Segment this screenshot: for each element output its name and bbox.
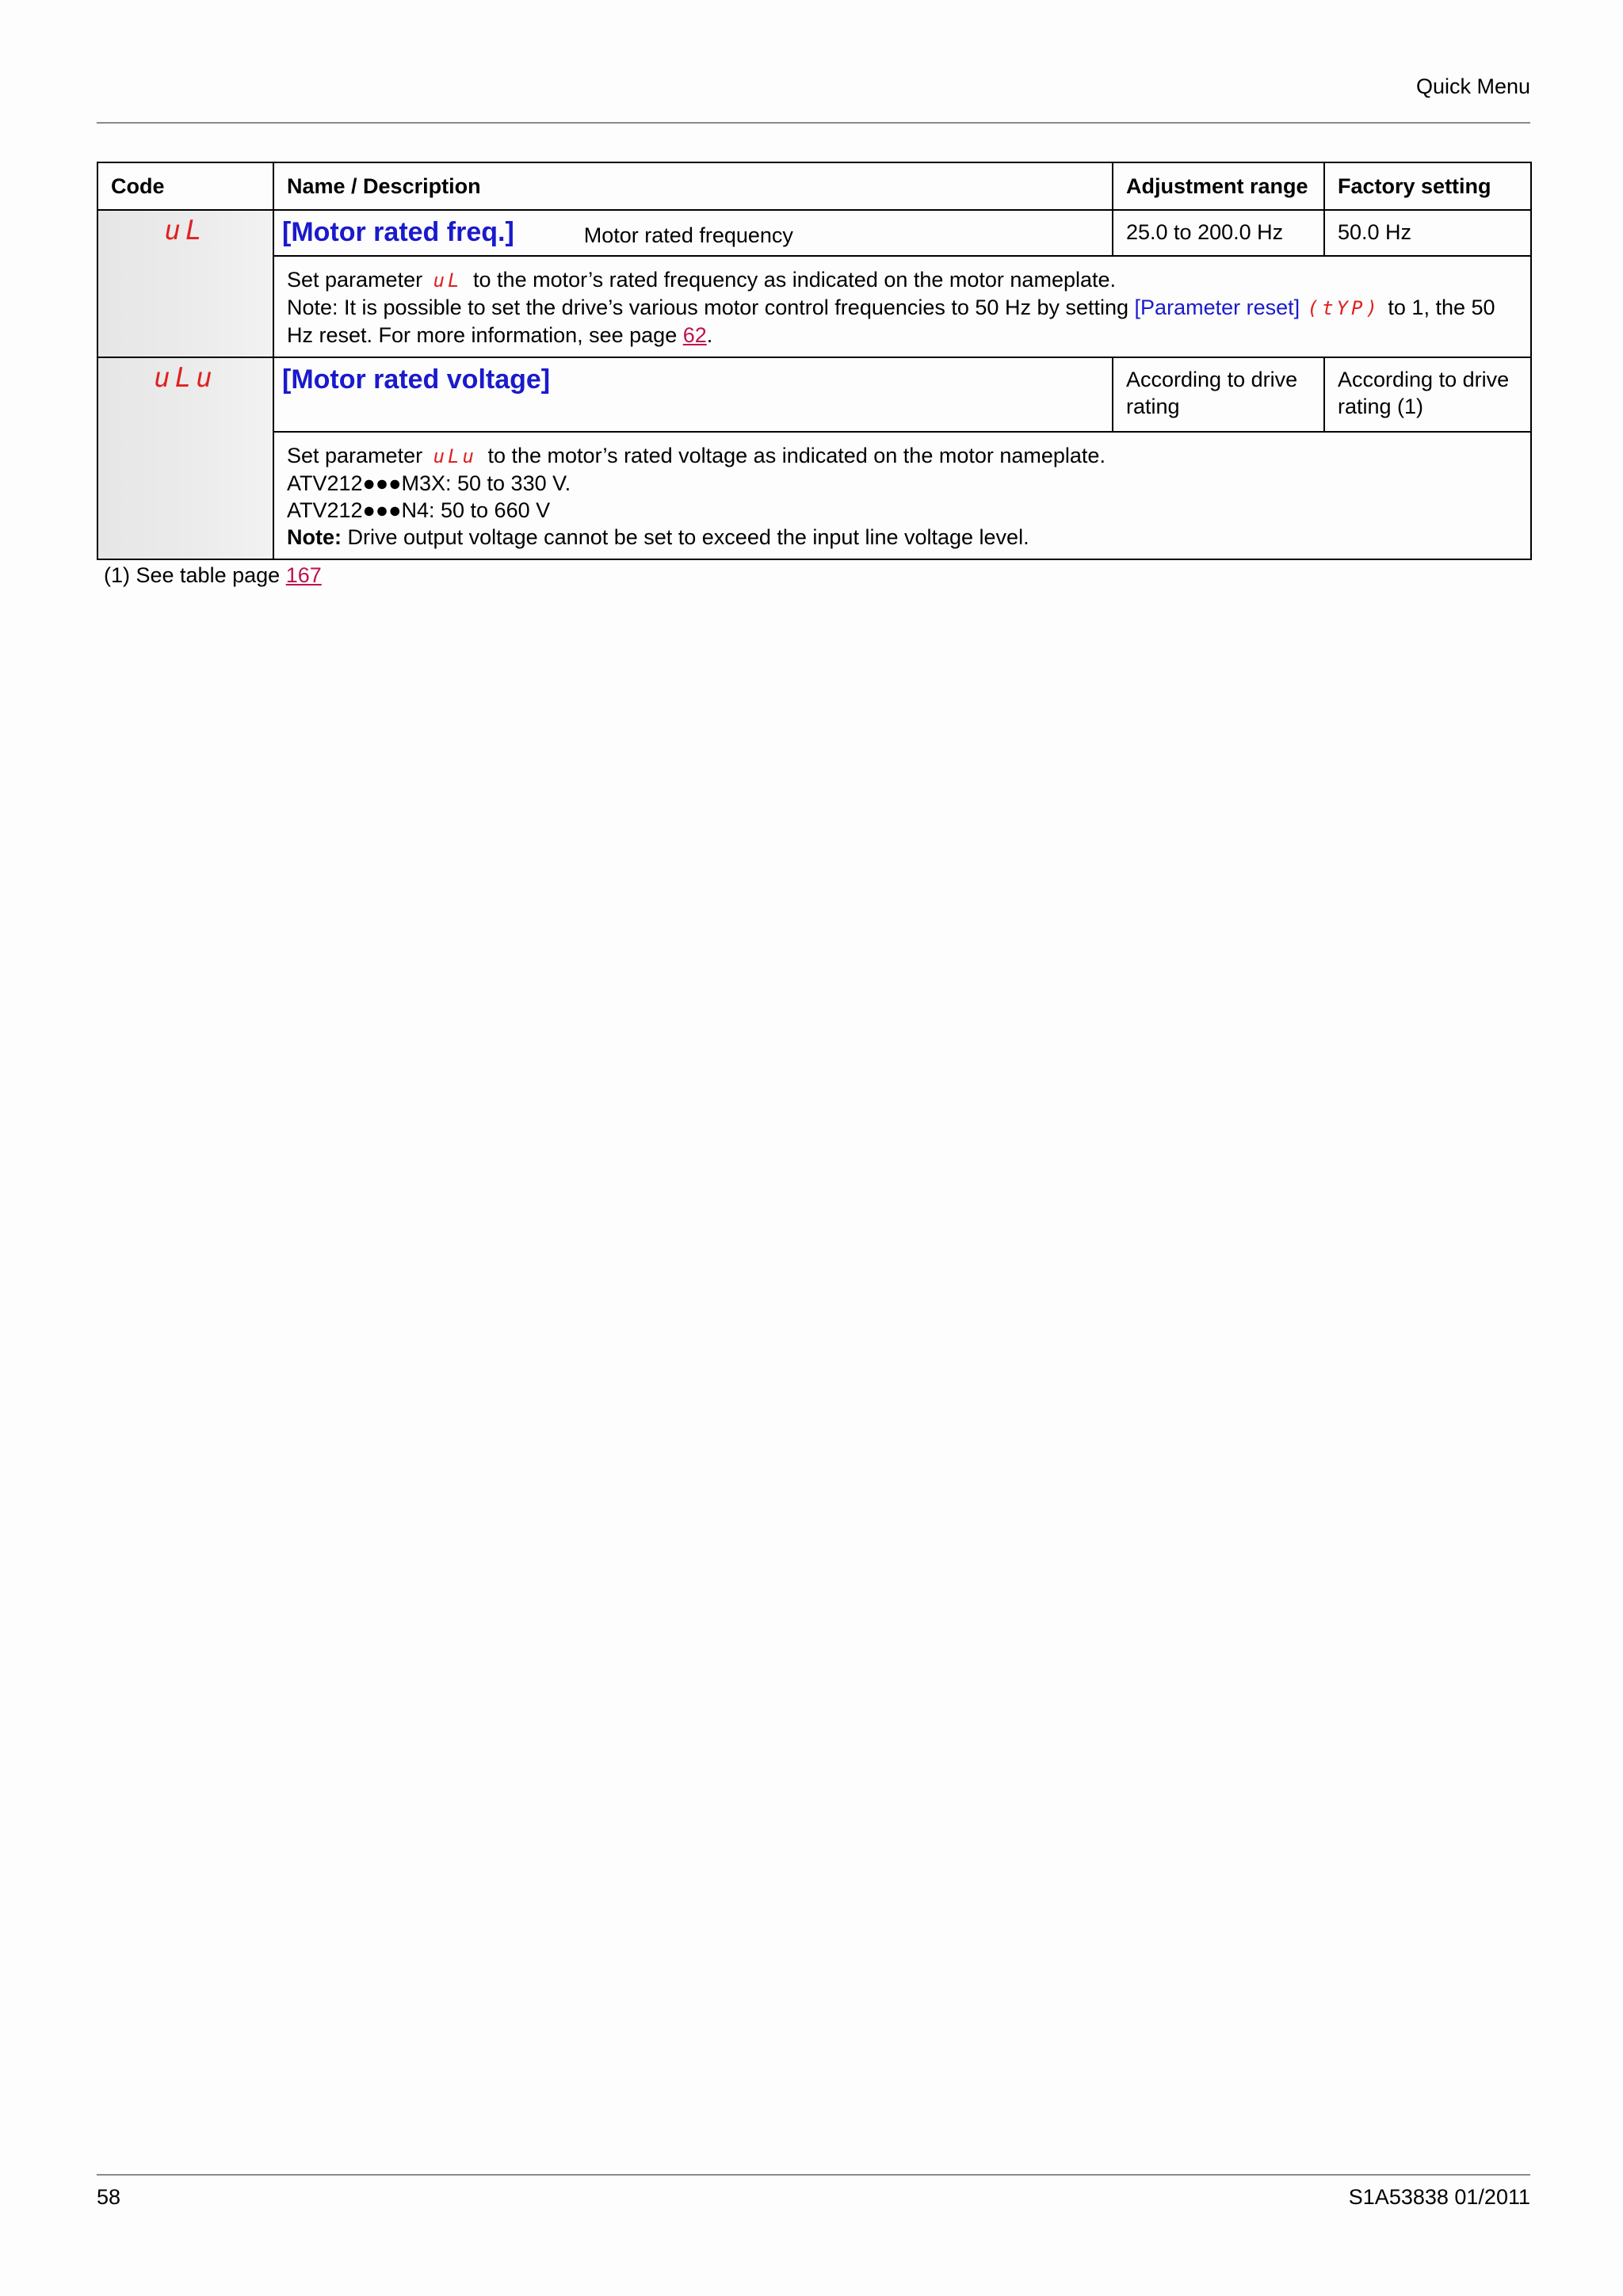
header-adjustment-range: Adjustment range — [1113, 162, 1324, 210]
note-paragraph: Note: Drive output voltage cannot be set to exceed the input line voltage level. — [287, 525, 1029, 549]
header-name-description: Name / Description — [273, 162, 1113, 210]
description-cell — [273, 432, 1531, 559]
document-id: S1A53838 01/2011 — [1348, 2185, 1530, 2209]
description-cell — [273, 256, 1531, 357]
note-paragraph: Note: It is possible to set the drive’s various motor control frequencies to 50 Hz by setting [Parameter reset] (tYP) to 1, the 50 Hz reset. For more information, see page 62. — [287, 296, 1495, 347]
parameter-name: [Motor rated voltage] — [282, 364, 551, 395]
page-link[interactable]: 62 — [682, 323, 707, 347]
header-divider — [97, 122, 1530, 124]
table-row-description — [97, 256, 1531, 357]
header-factory-setting: Factory setting — [1324, 162, 1531, 210]
parameter-reset-reference: [Parameter reset] — [1134, 296, 1300, 319]
table-row — [97, 210, 1531, 256]
factory-setting-cell: 50.0 Hz — [1324, 210, 1531, 256]
inline-parameter-code: uL — [433, 269, 463, 292]
description-line: Set parameter uL to the motor’s rated frequency as indicated on the motor nameplate. — [287, 268, 1117, 292]
name-cell — [273, 357, 1113, 432]
parameter-code: uLu — [154, 362, 217, 394]
header-title: Quick Menu — [1415, 74, 1530, 98]
parameter-name: [Motor rated freq.] — [282, 217, 514, 247]
parameter-table — [97, 162, 1532, 560]
note-label: Note: — [287, 525, 342, 549]
footer-divider — [97, 2174, 1530, 2176]
adjustment-range-cell: According to drive rating — [1113, 357, 1324, 432]
parameter-short-description: Motor rated frequency — [583, 223, 793, 247]
table-header-row — [97, 162, 1531, 210]
table-row — [97, 357, 1531, 432]
voltage-range-n4: ATV212●●●N4: 50 to 660 V — [287, 498, 551, 522]
description-line: Set parameter uLu to the motor’s rated voltage as indicated on the motor nameplate. — [287, 444, 1106, 467]
inline-parameter-code: (tYP) — [1307, 297, 1381, 319]
code-cell — [97, 357, 273, 559]
table-row-description — [97, 432, 1531, 559]
code-cell — [97, 210, 273, 357]
factory-setting-cell: According to drive rating (1) — [1324, 357, 1531, 432]
footnote: (1) See table page 167 — [104, 563, 322, 587]
adjustment-range-cell: 25.0 to 200.0 Hz — [1113, 210, 1324, 256]
name-cell — [273, 210, 1113, 256]
header-code: Code — [97, 162, 273, 210]
page-number: 58 — [97, 2185, 121, 2209]
voltage-range-m3x: ATV212●●●M3X: 50 to 330 V. — [287, 471, 571, 495]
inline-parameter-code: uLu — [433, 445, 477, 467]
page-link[interactable]: 167 — [285, 563, 322, 587]
parameter-code: uL — [164, 215, 207, 246]
